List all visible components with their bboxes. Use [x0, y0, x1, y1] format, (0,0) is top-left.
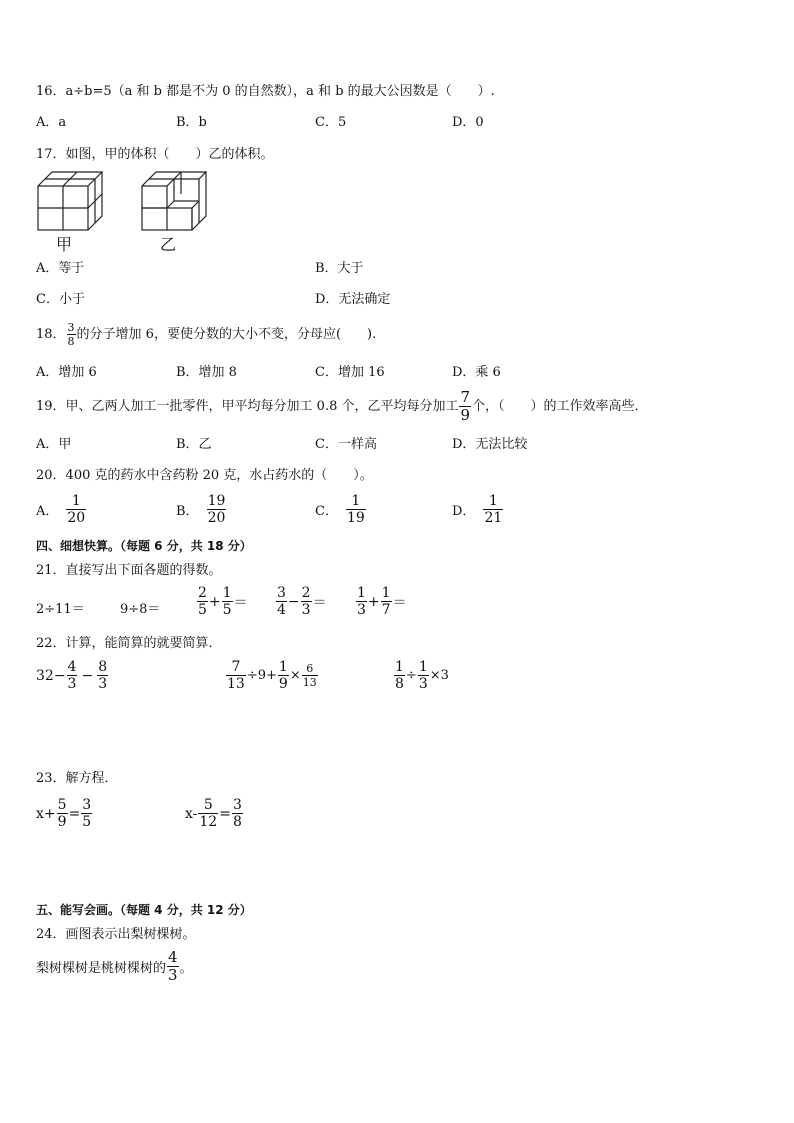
q20-option-d-fraction — [483, 494, 503, 525]
q21-expr-2: 9÷8＝ — [120, 602, 161, 617]
q18-rest: 的分子增加 6，要使分数的大小不变，分母应( ). — [76, 326, 377, 342]
q21-expr-1: 2÷11＝ — [36, 602, 85, 617]
q18-stem — [36, 322, 376, 347]
q24-frac-den: 3 — [168, 966, 178, 984]
q24-frac-num: 4 — [168, 948, 178, 966]
q22-c3-frac-a — [394, 660, 405, 691]
q23-eq2-a-num: 5 — [203, 797, 213, 813]
q20-option-a-fraction — [66, 494, 86, 525]
q18-fraction — [67, 322, 76, 347]
q20-b-den: 20 — [207, 510, 226, 526]
q20-option-b-fraction — [207, 494, 227, 525]
q22-c2-op2: × — [289, 668, 301, 683]
q20-option-b[interactable] — [176, 494, 227, 525]
q19-option-d[interactable]: D．无法比较 — [452, 437, 528, 452]
q22-c3-a-num: 1 — [395, 659, 404, 675]
q21-e5-a-num: 1 — [357, 585, 366, 601]
q20-option-c-label: C． — [315, 504, 338, 519]
q22-c3-op2: ×3 — [429, 668, 449, 683]
q20-option-d[interactable] — [452, 494, 504, 525]
figure-jia-label: 甲 — [56, 235, 73, 254]
q22-c2-c-den: 13 — [302, 676, 317, 689]
section-5-title: 五、能写会画。（每题 4 分，共 12 分） — [36, 903, 252, 917]
q16-stem: 16．a÷b=5（a 和 b 都是不为 0 的自然数），a 和 b 的最大公因数是（ ）. — [36, 84, 495, 99]
q22-c1-frac-b — [97, 660, 108, 691]
q23-eq1-a-den: 9 — [57, 814, 67, 830]
q17-option-a[interactable]: A．等于 — [36, 261, 85, 276]
q22-c2-op1: ÷9+ — [246, 668, 277, 683]
q21-stem: 21．直接写出下面各题的得数。 — [36, 563, 222, 578]
q21-e3-frac-a — [197, 586, 208, 617]
q23-eq1-b-num: 3 — [82, 797, 92, 813]
q22-c1-b-num: 8 — [98, 659, 108, 675]
q21-e4-b-num: 2 — [301, 585, 311, 601]
q21-e3-b-num: 1 — [222, 585, 232, 601]
q22-c2-frac-b — [278, 660, 289, 691]
q23-stem: 23．解方程． — [36, 771, 118, 786]
q20-a-num: 1 — [71, 493, 81, 509]
q19-option-b[interactable]: B．乙 — [176, 437, 212, 452]
q23-equation-1 — [36, 798, 93, 829]
q19-fraction — [459, 390, 471, 423]
q16-option-a[interactable]: A．a — [36, 115, 67, 130]
q21-e4-op: − — [287, 593, 300, 610]
q19-pre: 19．甲、乙两人加工一批零件，甲平均每分加工 0.8 个，乙平均每分加工 — [36, 398, 459, 414]
q22-c2-a-den: 13 — [227, 676, 245, 692]
q19-option-c[interactable]: C．一样高 — [315, 437, 377, 452]
q19-post: 个，（ ）的工作效率高些． — [472, 398, 648, 414]
q21-e5-frac-a — [356, 586, 367, 617]
q24-line2-pre: 梨树棵树是桃树棵树的 — [36, 961, 167, 976]
q22-c2-b-num: 1 — [278, 659, 288, 675]
q23-eq2-b-den: 8 — [232, 814, 242, 830]
q18-frac-num: 3 — [67, 321, 75, 334]
q22-c2-frac-c — [302, 663, 318, 688]
q18-option-b[interactable]: B．增加 8 — [176, 365, 237, 380]
q18-option-c[interactable]: C．增加 16 — [315, 365, 385, 380]
q22-c2-c-num: 6 — [306, 662, 314, 675]
q23-eq2-frac-b — [232, 798, 243, 829]
q22-stem: 22．计算，能简算的就要简算． — [36, 636, 222, 651]
q17-option-c[interactable]: C．小于 — [36, 292, 85, 307]
q18-option-a[interactable]: A．增加 6 — [36, 365, 97, 380]
q20-c-den: 19 — [346, 510, 365, 526]
q21-e3-a-den: 5 — [198, 602, 207, 618]
q20-option-d-label: D． — [452, 504, 476, 519]
q21-e3-frac-b — [222, 586, 233, 617]
q22-c3-b-num: 1 — [418, 659, 428, 675]
q23-eq2-frac-a — [198, 798, 218, 829]
q20-option-c[interactable] — [315, 494, 367, 525]
q21-e5-op: + — [367, 593, 380, 610]
q23-eq1-b-den: 5 — [82, 814, 92, 830]
q22-c1-op: − — [81, 667, 94, 684]
q19-frac-den: 9 — [460, 406, 471, 424]
q21-expr-5 — [355, 586, 407, 617]
q23-equation-2 — [185, 798, 244, 829]
q23-eq2-a-den: 12 — [199, 814, 218, 830]
q17-option-d[interactable]: D．无法确定 — [315, 292, 391, 307]
q21-e4-b-den: 3 — [301, 602, 311, 618]
q21-e3-eq: ＝ — [233, 594, 248, 611]
q22-calc-1 — [36, 660, 109, 691]
q16-option-c[interactable]: C．5 — [315, 115, 347, 130]
q16-option-b[interactable]: B．b — [176, 115, 207, 130]
q20-option-c-fraction — [346, 494, 366, 525]
q23-eq2-eq: = — [219, 805, 231, 822]
q18-frac-den: 8 — [67, 335, 75, 348]
q21-e3-b-den: 5 — [222, 602, 232, 618]
q18-option-d[interactable]: D．乘 6 — [452, 365, 501, 380]
q22-c1-lead: 32− — [36, 667, 66, 684]
q24-fraction — [167, 950, 179, 983]
q23-eq2-lead: x- — [185, 805, 198, 822]
q22-c3-op1: ÷ — [405, 668, 417, 683]
q22-c3-b-den: 3 — [418, 676, 428, 692]
q22-c2-a-num: 7 — [231, 659, 241, 675]
q23-eq2-b-num: 3 — [232, 797, 242, 813]
q21-e4-eq: ＝ — [312, 594, 327, 611]
q20-option-a[interactable] — [36, 494, 87, 525]
q17-option-b[interactable]: B．大于 — [315, 261, 364, 276]
q16-option-d[interactable]: D．0 — [452, 115, 484, 130]
q24-line-2 — [36, 950, 193, 983]
q21-e4-a-den: 4 — [277, 602, 286, 618]
q20-d-num: 1 — [488, 493, 498, 509]
q21-e4-frac-a — [276, 586, 287, 617]
figure-yi-label: 乙 — [160, 235, 177, 254]
q20-b-num: 19 — [207, 493, 226, 509]
q22-c1-frac-a — [67, 660, 78, 691]
q24-stem: 24．画图表示出梨树棵树。 — [36, 927, 196, 942]
q19-frac-num: 7 — [460, 388, 471, 406]
section-4-title: 四、细想快算。（每题 6 分，共 18 分） — [36, 539, 252, 553]
q21-e5-a-den: 3 — [357, 602, 366, 618]
q22-calc-3 — [393, 660, 449, 691]
q20-c-num: 1 — [351, 493, 361, 509]
q21-e5-b-num: 1 — [381, 585, 391, 601]
q19-option-a[interactable]: A．甲 — [36, 437, 72, 452]
q18-number: 18． — [36, 326, 66, 342]
q22-c3-a-den: 8 — [395, 676, 404, 692]
q21-e3-op: + — [208, 593, 221, 610]
q23-eq1-eq: = — [68, 805, 81, 822]
q20-option-b-label: B． — [176, 504, 199, 519]
q23-eq1-a-num: 5 — [57, 797, 67, 813]
q24-line2-post: 。 — [179, 961, 193, 976]
q21-expr-3 — [196, 586, 248, 617]
q21-expr-4 — [275, 586, 327, 617]
figure-jia-cube — [38, 172, 102, 230]
q23-eq1-lead: x+ — [36, 805, 56, 822]
q20-option-a-label: A． — [36, 504, 59, 519]
q20-stem: 20．400 克的药水中含药粉 20 克，水占药水的（ ）。 — [36, 468, 373, 483]
q20-d-den: 21 — [484, 510, 503, 526]
q22-c2-b-den: 9 — [278, 676, 288, 692]
q21-e5-eq: ＝ — [392, 594, 407, 611]
q22-c1-a-den: 3 — [67, 676, 77, 692]
q22-c1-b-den: 3 — [98, 676, 108, 692]
q19-stem — [36, 390, 648, 423]
q22-c1-a-num: 4 — [67, 659, 77, 675]
q21-e5-frac-b — [381, 586, 392, 617]
q22-c3-frac-b — [418, 660, 429, 691]
q21-e3-a-num: 2 — [198, 585, 207, 601]
figure-yi-cube — [142, 172, 206, 230]
q20-a-den: 20 — [67, 510, 86, 526]
q23-eq1-frac-a — [57, 798, 68, 829]
q22-c2-frac-a — [226, 660, 246, 691]
q21-e4-a-num: 3 — [277, 585, 286, 601]
q22-calc-2 — [225, 660, 319, 691]
q17-stem: 17．如图，甲的体积（ ）乙的体积。 — [36, 147, 274, 162]
q21-e4-frac-b — [301, 586, 312, 617]
q21-e5-b-den: 7 — [381, 602, 391, 618]
q23-eq1-frac-b — [81, 798, 92, 829]
